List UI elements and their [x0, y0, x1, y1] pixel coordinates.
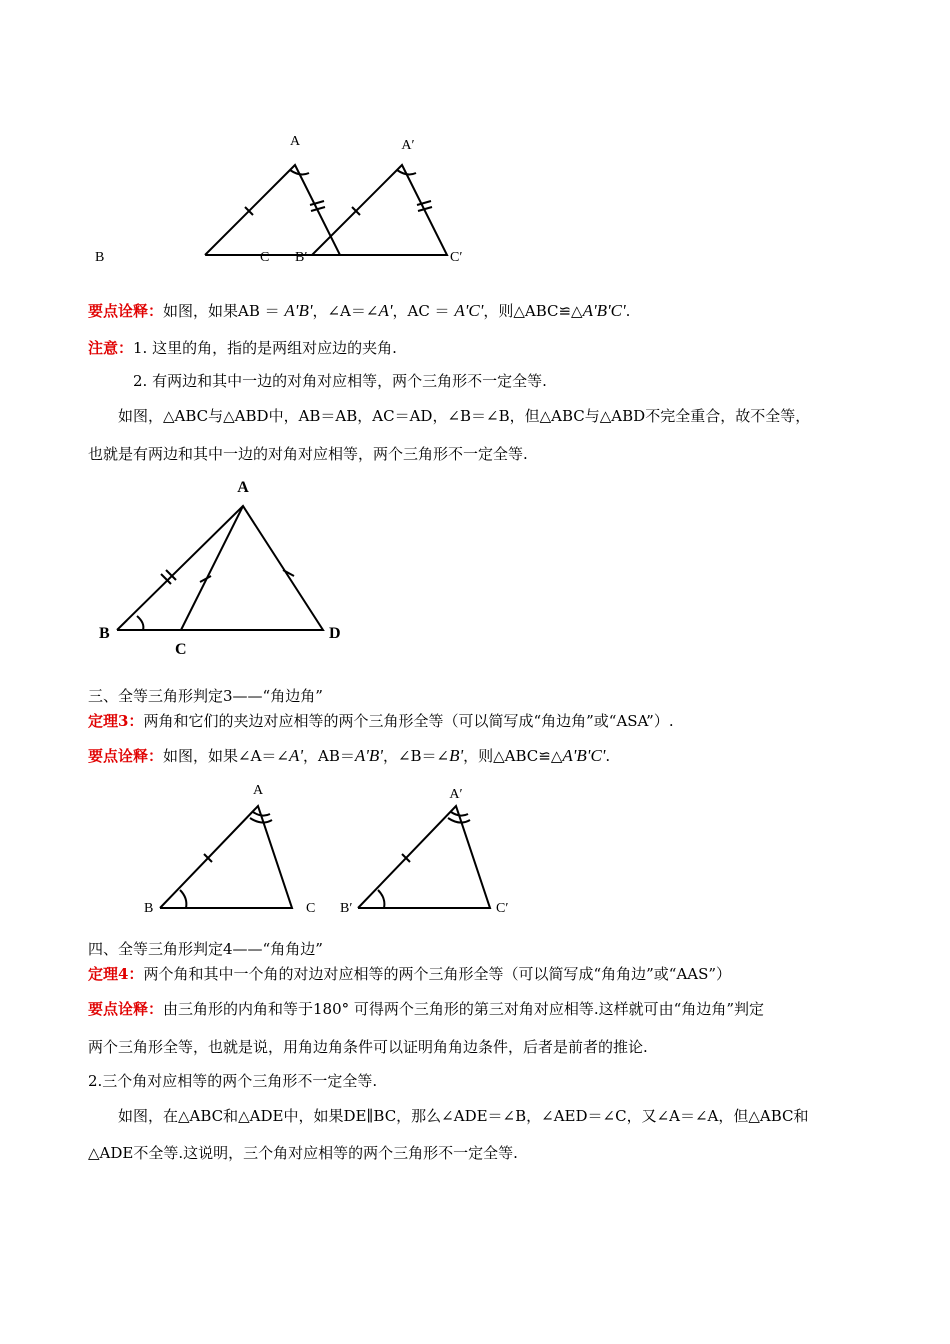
note-label: 要点诠释： — [88, 302, 164, 320]
aaa-paragraph-line-2: △ADE不全等.这说明，三个角对应相等的两个三角形不一定全等. — [88, 1144, 518, 1162]
vertex-label-a-prime: A′ — [449, 787, 463, 802]
figure-ssa-counterexample — [95, 478, 365, 658]
aaa-paragraph-line-1: 如图，在△ABC和△ADE中，如果DE∥BC，那么∠ADE＝∠B，∠AED＝∠C，又∠A＝∠A，但△ABC和 — [118, 1107, 809, 1125]
vertex-label-b-prime: B′ — [295, 250, 308, 265]
vertex-label-b: B — [99, 625, 110, 642]
triangle-abc — [160, 806, 292, 908]
sas-note: 要点诠释：如图，如果AB ＝ A'B'，∠A＝∠A'，AC ＝ A'C'，则△ABC≌△A'B'C'. — [88, 301, 631, 320]
vertex-label-a: A — [252, 783, 264, 798]
vertex-label-c: C — [175, 641, 187, 658]
attention-paragraph-line-2: 也就是有两边和其中一边的对角对应相等，两个三角形不一定全等. — [88, 445, 528, 463]
attention-label: 注意： — [88, 339, 134, 357]
vertex-label-d: D — [329, 625, 341, 642]
section-3-heading: 三、全等三角形判定3——“角边角” — [88, 687, 323, 705]
triangle-abd — [117, 506, 323, 630]
attention-paragraph-line-1: 如图，△ABC与△ABD中，AB＝AB，AC＝AD，∠B＝∠B，但△ABC与△ABD不完全重合，故不全等， — [118, 407, 811, 425]
vertex-label-a-prime: A′ — [401, 138, 415, 153]
vertex-label-b: B — [95, 250, 105, 265]
vertex-label-b: B — [144, 901, 154, 916]
vertex-label-c-prime: C′ — [450, 250, 463, 265]
attention-item-1: 注意：1. 这里的角，指的是两组对应边的夹角. — [88, 339, 397, 357]
vertex-label-c: C — [260, 250, 270, 265]
attention-item-2: 2. 有两边和其中一边的对角对应相等，两个三角形不一定全等. — [133, 372, 547, 390]
vertex-label-a: A — [289, 134, 301, 149]
theorem-3: 定理3：两角和它们的夹边对应相等的两个三角形全等（可以简写成“角边角”或“ASA”）. — [88, 712, 674, 730]
section-4-heading: 四、全等三角形判定4——“角角边” — [88, 940, 323, 958]
aas-note-line-1: 要点诠释：由三角形的内角和等于180° 可得两个三角形的第三对角对应相等.这样就可由“角边角”判定 — [88, 1000, 765, 1018]
vertex-label-c-prime: C′ — [496, 901, 509, 916]
theorem-4: 定理4：两个角和其中一个角的对边对应相等的两个三角形全等（可以简写成“角角边”或“AAS”） — [88, 965, 732, 983]
vertex-label-a: A — [237, 479, 249, 496]
figure-sas-triangles — [90, 125, 490, 270]
asa-note: 要点诠释：如图，如果∠A＝∠A'，AB＝A'B'，∠B＝∠B'，则△ABC≌△A'B'C'. — [88, 746, 611, 765]
item-2: 2.三个角对应相等的两个三角形不一定全等. — [88, 1072, 378, 1090]
triangle-a-prime — [358, 806, 490, 908]
aas-note-line-2: 两个三角形全等，也就是说，用角边角条件可以证明角角边条件，后者是前者的推论. — [88, 1038, 648, 1056]
triangle-abc — [205, 165, 340, 255]
vertex-label-c: C — [306, 901, 316, 916]
figure-asa-triangles — [140, 780, 540, 920]
vertex-label-b-prime: B′ — [340, 901, 353, 916]
